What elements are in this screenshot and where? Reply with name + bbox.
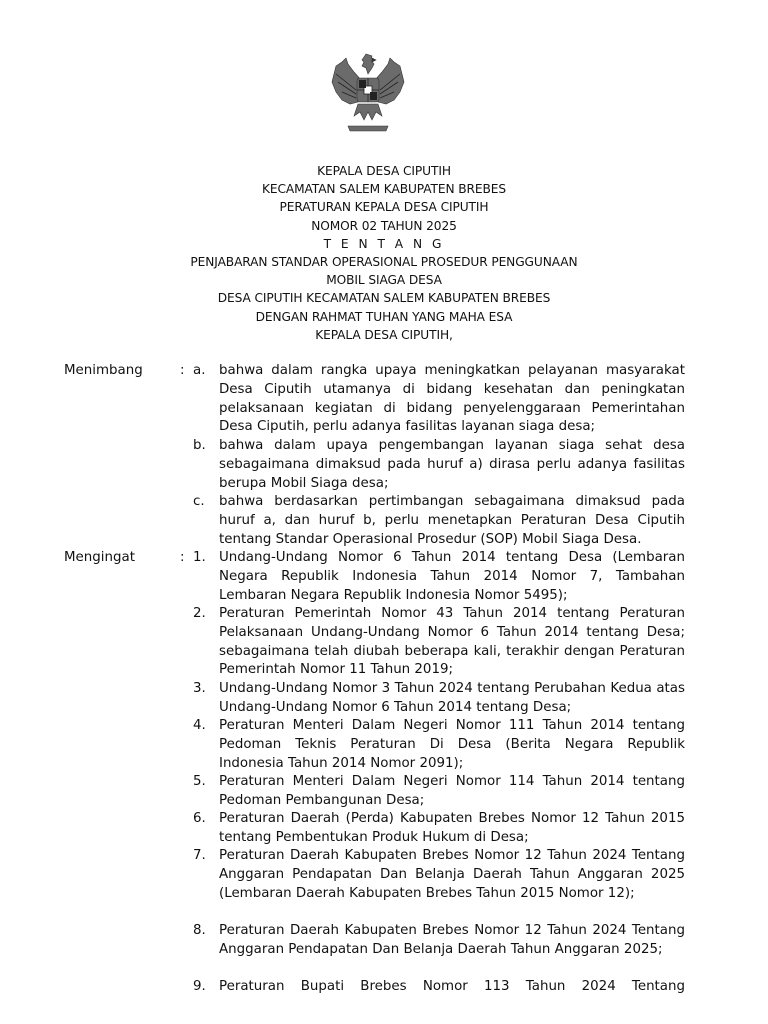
heading-subject-line-3: DESA CIPUTIH KECAMATAN SALEM KABUPATEN BREBES [217,291,551,306]
mengingat-item-2 [193,605,685,680]
menimbang-item-a [193,362,685,437]
mengingat-colon: : [180,550,185,565]
garuda-emblem-icon [328,50,408,138]
item-marker: 6. [193,811,206,826]
heading-subject-line-2: MOBIL SIAGA DESA [326,273,442,288]
item-marker: 4. [193,718,206,733]
item-marker: 2. [193,606,206,621]
heading-tentang: T E N T A N G [323,236,445,251]
item-text: Peraturan Menteri Dalam Negeri Nomor 111 Tahun 2014 tentang Pedoman Teknis Peraturan Di Desa (Berita Negara Republik Indonesia Tahun 2014 Nomor 2091); [219,718,685,771]
mengingat-item-4 [193,717,685,773]
mengingat-item-8 [193,922,685,960]
heading-district: KECAMATAN SALEM KABUPATEN BREBES [261,182,507,197]
mengingat-item-7 [193,847,685,903]
item-marker: c. [193,494,205,509]
mengingat-item-6 [193,810,685,848]
item-marker: a. [193,363,206,378]
item-text: Undang-Undang Nomor 6 Tahun 2014 tentang Desa (Lembaran Negara Republik Indonesia Tahun 2014 Nomor 7, Tambahan Lembaran Negara Republik Indonesia Nomor 5495); [219,550,685,603]
mengingat-item-9 [193,978,685,997]
heading-subject-line-1: PENJABARAN STANDAR OPERASIONAL PROSEDUR PENGGUNAAN [190,255,578,270]
item-text: bahwa berdasarkan pertimbangan sebagaimana dimaksud pada huruf a, dan huruf b, perlu menetapkan Peraturan Desa Ciputih tentang Standar Operasional Prosedur (SOP) Mobil Siaga Desa. [219,494,685,547]
menimbang-label: Menimbang [64,363,143,378]
mengingat-item-3 [193,680,685,718]
heading-signatory: KEPALA DESA CIPUTIH, [315,327,453,342]
heading-title: KEPALA DESA CIPUTIH [317,164,451,178]
item-text: Peraturan Daerah Kabupaten Brebes Nomor 12 Tahun 2024 Tentang Anggaran Pendapatan Dan Belanja Daerah Tahun Anggaran 2025; [219,923,685,957]
item-text: Peraturan Menteri Dalam Negeri Nomor 114 Tahun 2014 tentang Pedoman Pembangunan Desa; [219,774,685,808]
mengingat-item-5 [193,773,685,811]
item-text: Peraturan Pemerintah Nomor 43 Tahun 2014 tentang Peraturan Pelaksanaan Undang-Undang Nomor 6 Tahun 2014 tentang Desa; sebagaimana telah diubah beberapa kali, terakhir dengan Peraturan Pemerintah Nomor 11 Tahun 2019; [219,606,685,678]
item-text: bahwa dalam upaya pengembangan layanan siaga sehat desa sebagaimana dimaksud pada huruf a) dirasa perlu adanya fasilitas berupa Mobil Siaga desa; [219,438,685,491]
item-text: Peraturan Daerah (Perda) Kabupaten Brebes Nomor 12 Tahun 2015 tentang Pembentukan Produk Hukum di Desa; [219,811,685,845]
menimbang-item-b [193,437,685,493]
heading-number: NOMOR 02 TAHUN 2025 [311,218,457,233]
item-text: Peraturan Daerah Kabupaten Brebes Nomor 12 Tahun 2024 Tentang Anggaran Pendapatan Dan Belanja Daerah Tahun Anggaran 2025 (Lembaran Daerah Kabupaten Brebes Tahun 2015 Nomor 12); [219,848,685,901]
item-text: Undang-Undang Nomor 3 Tahun 2024 tentang Perubahan Kedua atas Undang-Undang Nomor 6 Tahun 2014 tentang Desa; [219,681,685,715]
item-marker: 5. [193,774,206,789]
menimbang-colon: : [180,363,185,378]
item-marker: 7. [193,848,206,863]
item-marker: 9. [193,979,206,994]
item-marker: 3. [193,681,206,696]
menimbang-item-c [193,493,685,549]
item-marker: b. [193,438,206,453]
item-marker: 1. [193,550,206,565]
mengingat-label: Mengingat [64,550,135,565]
item-marker: 8. [193,923,206,938]
document-heading [100,162,668,344]
mengingat-item-1 [193,549,685,605]
heading-regulation-type: PERATURAN KEPALA DESA CIPUTIH [279,200,489,215]
item-text: Peraturan Bupati Brebes Nomor 113 Tahun 2024 Tentang [219,979,685,994]
heading-invocation: DENGAN RAHMAT TUHAN YANG MAHA ESA [255,309,513,324]
item-text: bahwa dalam rangka upaya meningkatkan pelayanan masyarakat Desa Ciputih utamanya di bidang kesehatan dan peningkatan pelaksanaan kegiatan di bidang penyelenggaraan Pemerintahan Desa Ciputih, perlu adanya fasilitas layanan siaga desa; [219,363,685,435]
